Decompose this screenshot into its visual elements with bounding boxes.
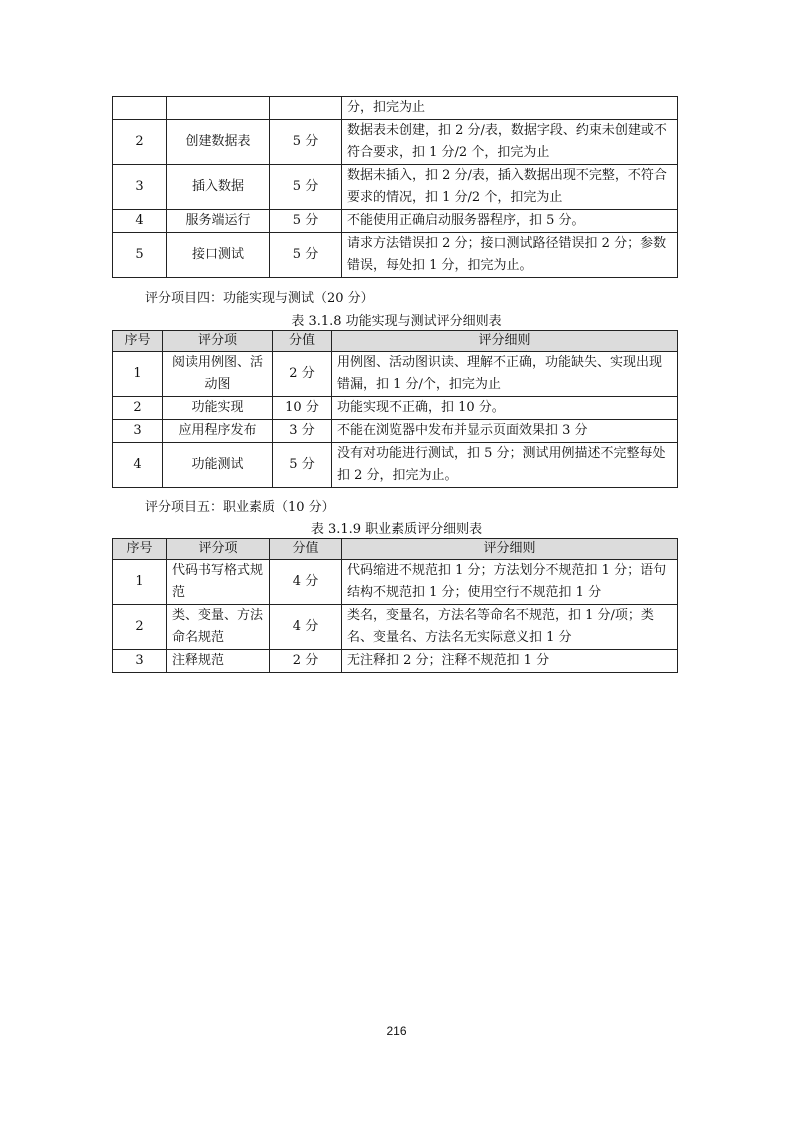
row-item: 注释规范 [167,650,270,673]
row-number: 2 [113,605,167,650]
row-number: 3 [113,650,167,673]
row-item: 阅读用例图、活动图 [163,352,273,397]
row-detail: 类名，变量名，方法名等命名不规范，扣 1 分/项；类名、变量名、方法名无实际意义扣 1 分 [342,605,678,650]
table-row [113,650,678,673]
row-number: 2 [113,120,167,165]
table-3-1-9-caption: 表 3.1.9 职业素质评分细则表 [310,522,483,537]
table-row [113,120,678,165]
row-detail: 请求方法错误扣 2 分；接口测试路径错误扣 2 分；参数错误，每处扣 1 分，扣完为止。 [342,233,678,278]
section-5-heading: 评分项目五：职业素质（10 分） [145,500,335,515]
row-number [113,97,167,120]
table-row [113,352,678,397]
row-number: 4 [113,443,163,488]
row-score: 2 分 [270,650,342,673]
row-item: 功能实现 [163,397,273,420]
row-number: 4 [113,210,167,233]
header-number: 序号 [113,331,163,352]
header-detail: 评分细则 [332,331,678,352]
row-item: 服务端运行 [167,210,270,233]
row-item: 插入数据 [167,165,270,210]
row-item: 代码书写格式规范 [167,560,270,605]
row-detail: 代码缩进不规范扣 1 分；方法划分不规范扣 1 分；语句结构不规范扣 1 分；使用空行不规范扣 1 分 [342,560,678,605]
row-item: 接口测试 [167,233,270,278]
table-row [113,443,678,488]
row-score: 5 分 [273,443,332,488]
row-score: 3 分 [273,420,332,443]
row-item: 应用程序发布 [163,420,273,443]
row-item: 功能测试 [163,443,273,488]
row-item: 类、变量、方法命名规范 [167,605,270,650]
header-detail: 评分细则 [342,539,678,560]
section-4-heading: 评分项目四：功能实现与测试（20 分） [145,291,374,306]
row-number: 3 [113,165,167,210]
header-item: 评分项 [163,331,273,352]
row-score: 10 分 [273,397,332,420]
row-detail: 数据表未创建，扣 2 分/表，数据字段、约束未创建或不符合要求，扣 1 分/2 个，扣完为止 [342,120,678,165]
row-score: 2 分 [273,352,332,397]
table-header-row [113,539,678,560]
row-score [270,97,342,120]
table-row [113,397,678,420]
table-3-1-8-caption: 表 3.1.8 功能实现与测试评分细则表 [291,314,502,329]
row-score: 5 分 [270,165,342,210]
table-3-1-8 [112,330,678,488]
header-score: 分值 [270,539,342,560]
row-number: 5 [113,233,167,278]
row-number: 2 [113,397,163,420]
header-item: 评分项 [167,539,270,560]
table-row [113,210,678,233]
row-detail: 不能在浏览器中发布并显示页面效果扣 3 分 [332,420,678,443]
table-row [113,97,678,120]
row-item: 创建数据表 [167,120,270,165]
table-row [113,605,678,650]
row-detail: 没有对功能进行测试，扣 5 分；测试用例描述不完整每处扣 2 分，扣完为止。 [332,443,678,488]
table-row [113,233,678,278]
row-number: 1 [113,560,167,605]
page-number: 216 [386,1024,407,1038]
table-row [113,420,678,443]
row-item [167,97,270,120]
row-detail: 不能使用正确启动服务器程序，扣 5 分。 [342,210,678,233]
row-number: 1 [113,352,163,397]
row-detail: 分，扣完为止 [342,97,678,120]
table-3-1-9 [112,538,678,673]
header-score: 分值 [273,331,332,352]
header-number: 序号 [113,539,167,560]
row-score: 5 分 [270,210,342,233]
table-header-row [113,331,678,352]
table-row [113,560,678,605]
row-score: 4 分 [270,560,342,605]
table-top [112,96,678,278]
row-detail: 功能实现不正确，扣 10 分。 [332,397,678,420]
row-number: 3 [113,420,163,443]
row-detail: 数据未插入，扣 2 分/表，插入数据出现不完整，不符合要求的情况，扣 1 分/2 个，扣完为止 [342,165,678,210]
row-score: 5 分 [270,233,342,278]
row-score: 5 分 [270,120,342,165]
table-row [113,165,678,210]
row-detail: 无注释扣 2 分；注释不规范扣 1 分 [342,650,678,673]
row-detail: 用例图、活动图识读、理解不正确，功能缺失、实现出现错漏，扣 1 分/个，扣完为止 [332,352,678,397]
row-score: 4 分 [270,605,342,650]
